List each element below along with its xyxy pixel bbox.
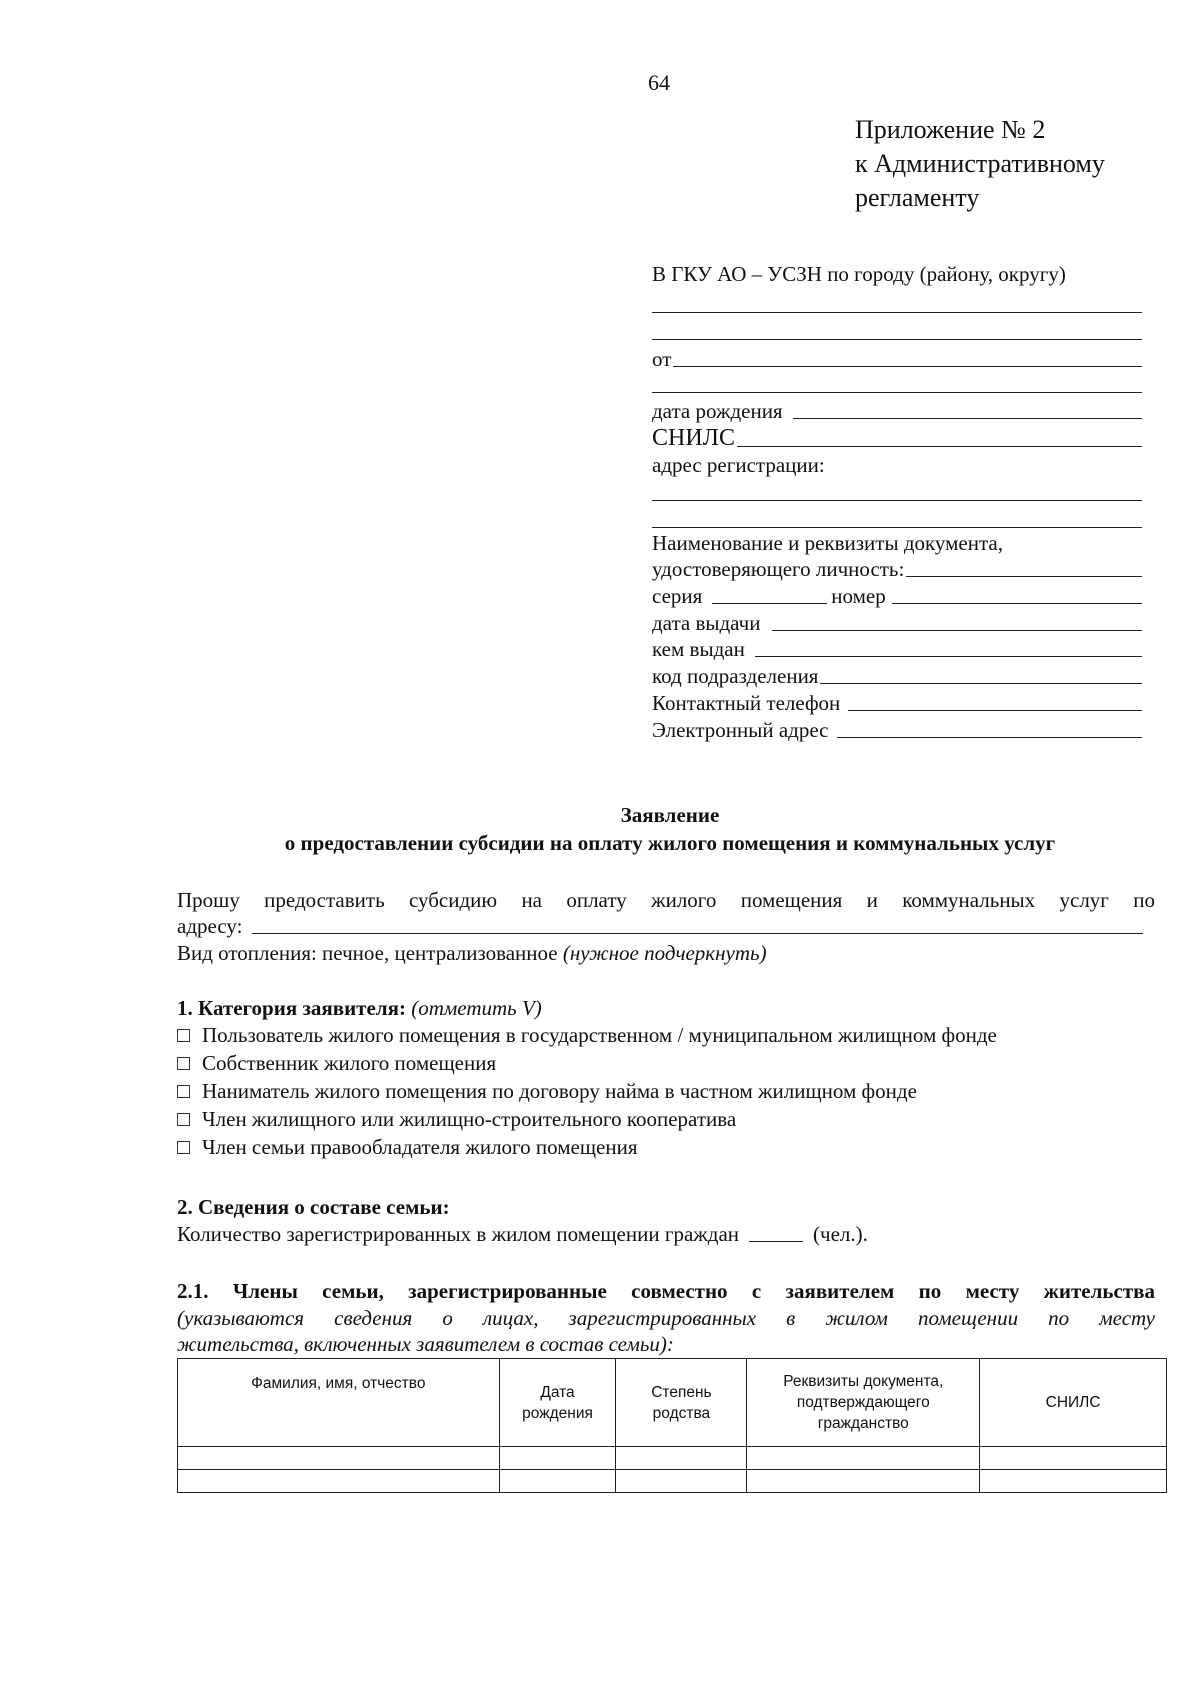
heating-row	[177, 941, 1155, 966]
category-option	[177, 1079, 917, 1104]
section-21-note-2: жительства, включенных заявителем в состав семьи):	[177, 1332, 674, 1356]
appendix-line-1: Приложение № 2	[855, 115, 1046, 144]
category-option-label: Наниматель жилого помещения по договору найма в частном жилищном фонде	[202, 1079, 917, 1103]
snils-row	[652, 420, 1142, 452]
recipient-blank-2[interactable]	[652, 339, 1142, 340]
doc-name-line-2: удостоверяющего личность:	[652, 557, 905, 581]
number-field[interactable]	[892, 603, 1142, 604]
recipient-line	[652, 262, 1142, 287]
reg-address-blank-1[interactable]	[652, 500, 1142, 501]
doc-name-field[interactable]	[906, 576, 1142, 577]
table-cell[interactable]	[499, 1470, 616, 1493]
page-number: 64	[648, 70, 670, 95]
category-option	[177, 1051, 496, 1076]
header-full-name: Фамилия, имя, отчество	[178, 1359, 500, 1447]
category-option	[177, 1023, 997, 1048]
request-text: Прошу предоставить субсидию на оплату жилого помещения и коммунальных услуг по	[177, 888, 1155, 912]
division-code-row	[652, 661, 1142, 689]
phone-row	[652, 688, 1142, 716]
heating-note: (нужное подчеркнуть)	[562, 941, 767, 965]
doc-name-row-1	[652, 528, 1142, 556]
appendix-line-2: к Административному	[855, 149, 1105, 178]
category-option-label: Собственник жилого помещения	[202, 1051, 497, 1075]
statement-subtitle: о предоставлении субсидии на оплату жилого помещения и коммунальных услуг	[284, 831, 1056, 855]
request-address-field[interactable]	[252, 933, 1143, 934]
category-option-label: Пользователь жилого помещения в государственном / муниципальном жилищном фонде	[202, 1023, 997, 1047]
doc-name-line-1: Наименование и реквизиты документа,	[652, 531, 1003, 555]
heating-label: Вид отопления: печное, централизованное	[177, 941, 558, 965]
family-count-field[interactable]	[749, 1241, 803, 1242]
series-label: серия	[652, 584, 703, 608]
snils-label: СНИЛС	[652, 425, 735, 451]
issued-by-row	[652, 634, 1142, 662]
doc-name-row-2	[652, 554, 1142, 582]
family-members-table	[177, 1358, 1167, 1493]
email-label: Электронный адрес	[652, 718, 829, 742]
section-1-heading-row	[177, 996, 1155, 1021]
table-cell[interactable]	[980, 1470, 1167, 1493]
email-field[interactable]	[837, 737, 1143, 738]
table-cell[interactable]	[616, 1447, 747, 1470]
table-cell[interactable]	[747, 1470, 980, 1493]
series-number-row	[652, 581, 1142, 609]
table-cell[interactable]	[178, 1470, 500, 1493]
reg-address-label: адрес регистрации:	[652, 453, 825, 477]
recipient-blank-1[interactable]	[652, 312, 1142, 313]
table-cell[interactable]	[178, 1447, 500, 1470]
header-relationship: Степень родства	[616, 1359, 747, 1447]
category-option-label: Член семьи правообладателя жилого помещения	[202, 1135, 638, 1159]
snils-field[interactable]	[737, 446, 1142, 447]
section-21-heading: 2.1. Члены семьи, зарегистрированные совместно с заявителем по месту жительства	[177, 1279, 1155, 1303]
table-cell[interactable]	[980, 1447, 1167, 1470]
family-count-row	[177, 1222, 1155, 1247]
checkbox-icon[interactable]	[177, 1057, 190, 1070]
category-option	[177, 1107, 736, 1132]
checkbox-icon[interactable]	[177, 1029, 190, 1042]
issue-date-field[interactable]	[772, 630, 1142, 631]
phone-field[interactable]	[848, 710, 1142, 711]
table-cell[interactable]	[499, 1447, 616, 1470]
division-code-label: код подразделения	[652, 664, 819, 688]
table-row	[178, 1447, 1167, 1470]
division-code-field[interactable]	[820, 683, 1142, 684]
issue-date-label: дата выдачи	[652, 611, 761, 635]
statement-title: Заявление	[620, 803, 720, 827]
checkbox-icon[interactable]	[177, 1113, 190, 1126]
dob-field[interactable]	[793, 418, 1142, 419]
header-citizenship-doc: Реквизиты документа, подтверждающего гражданство	[747, 1359, 980, 1447]
issued-by-label: кем выдан	[652, 637, 745, 661]
from-row	[652, 344, 1142, 372]
table-cell[interactable]	[616, 1470, 747, 1493]
header-birth-date: Дата рождения	[499, 1359, 616, 1447]
section-2-heading: 2. Сведения о составе семьи:	[177, 1195, 450, 1219]
family-count-label: Количество зарегистрированных в жилом помещении граждан	[177, 1222, 740, 1246]
section-1-note: (отметить V)	[411, 996, 542, 1020]
number-label: номер	[831, 584, 886, 608]
category-option-label: Член жилищного или жилищно-строительного кооператива	[202, 1107, 737, 1131]
checkbox-icon[interactable]	[177, 1141, 190, 1154]
appendix-line-3: регламенту	[855, 183, 980, 212]
from-label: от	[652, 347, 672, 371]
issued-by-field[interactable]	[755, 656, 1142, 657]
address-block	[652, 262, 1142, 762]
request-address-label: адресу:	[177, 914, 243, 938]
section-1-heading: 1. Категория заявителя:	[177, 996, 406, 1020]
email-row	[652, 715, 1142, 743]
header-snils: СНИЛС	[980, 1359, 1167, 1447]
dob-label: дата рождения	[652, 399, 783, 423]
family-count-unit: (чел.).	[813, 1222, 868, 1246]
request-address-row	[177, 914, 1155, 939]
table-cell[interactable]	[747, 1447, 980, 1470]
appendix-header	[855, 113, 1105, 215]
series-field[interactable]	[712, 603, 827, 604]
table-header-row	[178, 1359, 1167, 1447]
reg-address-row	[652, 450, 1142, 478]
checkbox-icon[interactable]	[177, 1085, 190, 1098]
from-field[interactable]	[673, 366, 1142, 367]
phone-label: Контактный телефон	[652, 691, 841, 715]
section-21-note-1: (указываются сведения о лицах, зарегистрированных в жилом помещении по месту	[177, 1306, 1155, 1330]
category-option	[177, 1135, 637, 1160]
recipient-text: В ГКУ АО – УСЗН по городу (району, округу)	[652, 262, 1066, 286]
table-row	[178, 1470, 1167, 1493]
from-blank-2[interactable]	[652, 392, 1142, 393]
issue-date-row	[652, 608, 1142, 636]
